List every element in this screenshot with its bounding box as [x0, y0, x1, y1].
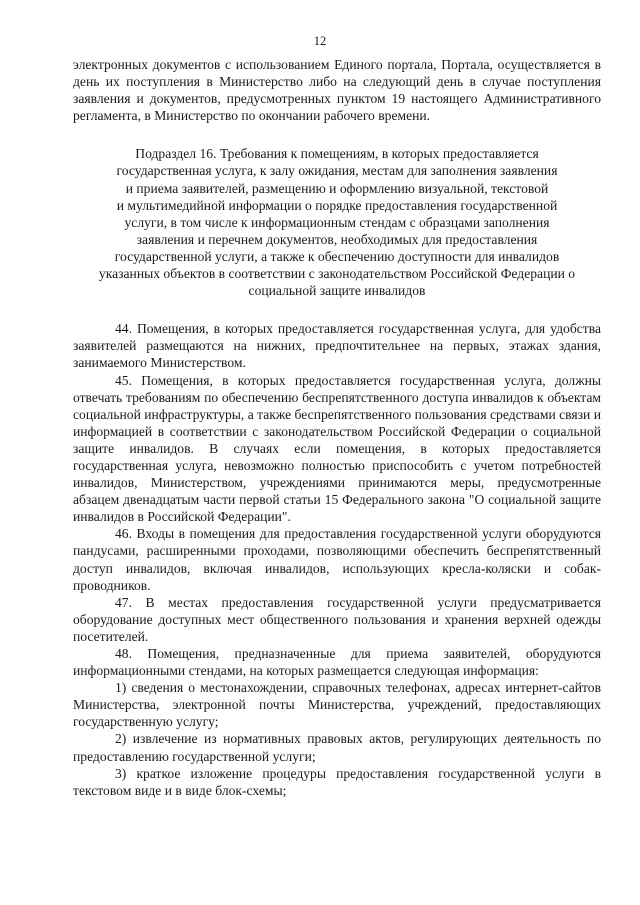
- heading-line: социальной защите инвалидов: [248, 283, 426, 299]
- list-item-3: 3) краткое изложение процедуры предоставления государственной услуги в текстовом виде и в виде блок-схемы;: [73, 765, 601, 798]
- list-item-1: 1) сведения о местонахождении, справочных телефонах, адресах интернет-сайтов Министерства, электронной почты Министерства, учреждений, предоставляющих государственную услугу;: [73, 680, 601, 730]
- heading-line: указанных объектов в соответствии с законодательством Российской Федерации о: [98, 266, 576, 282]
- paragraph-45: 45. Помещения, в которых предоставляется государственная услуга, должны отвечать требованиям по обеспечению беспрепятственного доступа инвалидов к объектам социальной инфраструктуры, а также беспрепятственного пользования средствами связи и информацией в соответствии с законодательством Российской Федерации о социальной защите инвалидов. В случаях если помещения, в которых предоставляется государственная услуга, невозможно полностью приспособить с учетом потребностей инвалидов, Министерством, учреждениями принимаются меры, предусмотренные абзацем двенадцатым части первой статьи 15 Федерального закона "О социальной защите инвалидов в Российской Федерации".: [73, 372, 601, 525]
- heading-line: заявления и перечнем документов, необходимых для предоставления: [136, 231, 538, 247]
- heading-line: и приема заявителей, размещению и оформлению визуальной, текстовой: [125, 180, 549, 196]
- list-item-2: 2) извлечение из нормативных правовых актов, регулирующих деятельность по предоставлению государственной услуги;: [73, 731, 601, 764]
- paragraph-46: 46. Входы в помещения для предоставления государственной услуги оборудуются пандусами, расширенными проходами, позволяющими обеспечить беспрепятственный доступ инвалидов, включая инвалидов, использующих кресла-коляски и собак-проводников.: [73, 526, 601, 593]
- paragraph-44: 44. Помещения, в которых предоставляется государственная услуга, для удобства заявителей размещаются на нижних, предпочтительнее на первых, этажах здания, занимаемого Министерством.: [73, 321, 601, 371]
- page-number: 12: [313, 34, 327, 48]
- document-body: [73, 56, 601, 799]
- heading-line: Подраздел 16. Требования к помещениям, в которых предоставляется: [135, 146, 539, 162]
- paragraph-47: 47. В местах предоставления государственной услуги предусматривается оборудование доступных мест общественного пользования и хранения верхней одежды посетителей.: [73, 594, 601, 644]
- heading-line: государственная услуга, к залу ожидания, местам для заполнения заявления: [116, 163, 558, 179]
- section-heading: [73, 145, 601, 299]
- heading-line: услуги, в том числе к информационным стендам с образцами заполнения: [124, 214, 550, 230]
- heading-line: государственной услуги, а также к обеспечению доступности для инвалидов: [114, 248, 560, 264]
- intro-paragraph: электронных документов с использованием Единого портала, Портала, осуществляется в день их поступления в Министерство либо на следующий день в случае поступления заявления и документов, предусмотренных пунктом 19 настоящего Административного регламента, в Министерство по окончании рабочего времени.: [73, 57, 601, 124]
- heading-line: и мультимедийной информации о порядке предоставления государственной: [116, 197, 558, 213]
- paragraph-48: 48. Помещения, предназначенные для приема заявителей, оборудуются информационными стендами, на которых размещается следующая информация:: [73, 646, 601, 679]
